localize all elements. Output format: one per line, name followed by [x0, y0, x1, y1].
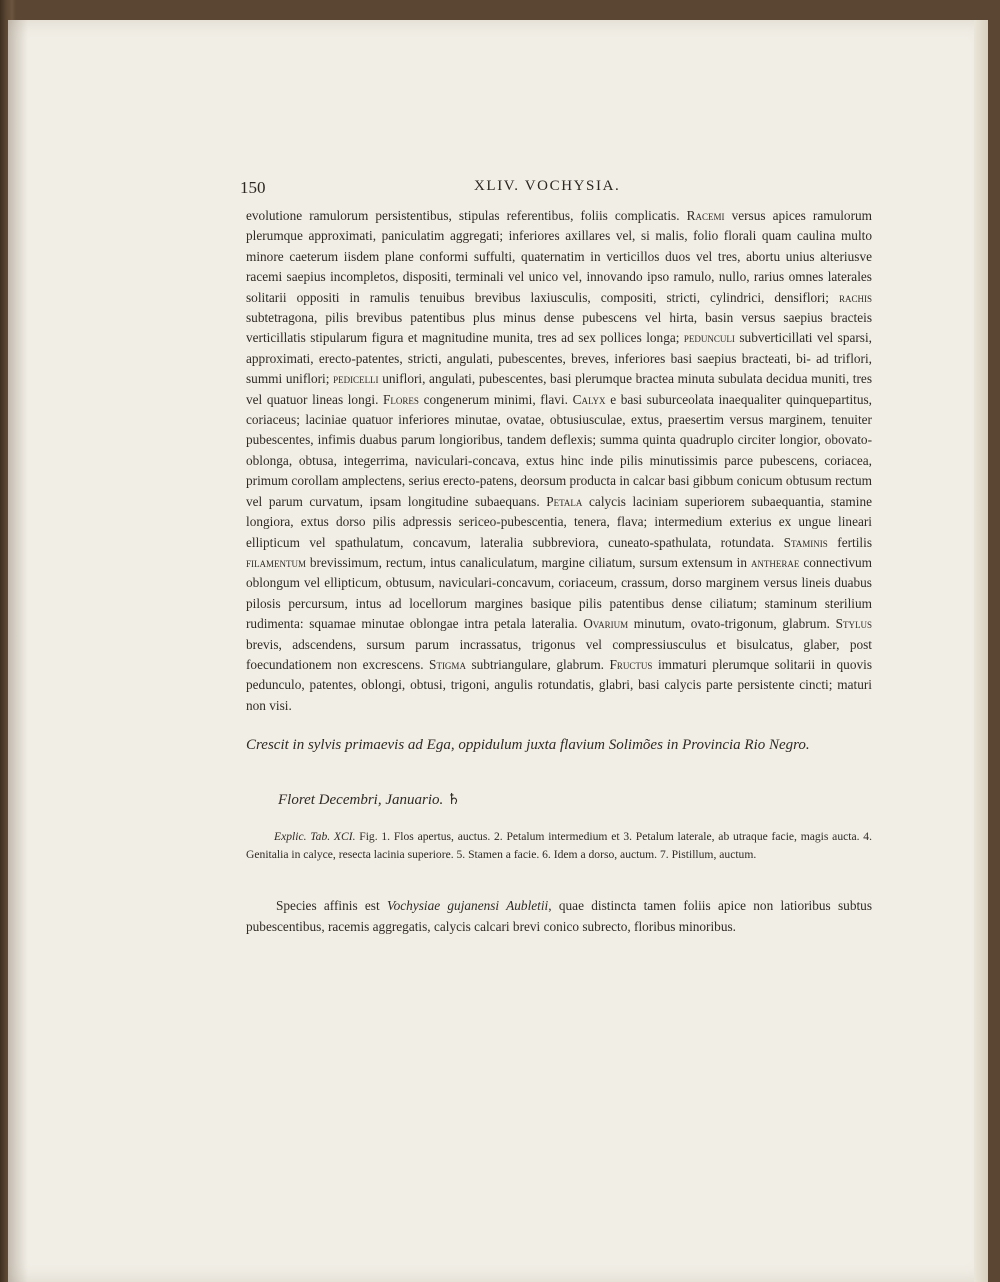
- plate-explanation-label: Explic. Tab. XCI.: [274, 830, 356, 843]
- flowering-text: Floret Decembri, Januario.: [278, 792, 444, 808]
- page-number: 150: [240, 178, 266, 197]
- text-run: Species affinis est: [276, 898, 380, 913]
- term-petala: Petala: [546, 493, 583, 509]
- text-run: fertilis: [837, 534, 872, 550]
- text-run: brevissimum, rectum, intus canaliculatum, margine ciliatum, sursum extensum in: [309, 554, 748, 570]
- locality-paragraph: Crescit in sylvis primaevis ad Ega, oppidulum juxta flavium Solimões in Provincia Rio Negro.: [246, 737, 810, 753]
- text-run: evolutione ramulorum persistentibus, stipulas referentibus, foliis complicatis.: [246, 208, 680, 223]
- description-paragraph: [246, 206, 872, 716]
- text-run: versus apices ramulorum plerumque approximati, paniculatim aggregati; inferiores axillares vel, si malis, folio florali quam caulina multo minore caeterum iisdem plane conformi suffulti, quaternatim in verticillos duos vel tres, abortu unius alteriusve racemi saepius incompletos, dispositi, terminali vel unico vel, innovando ipso ramulo, nullo, rarius omnes laterales solitarii oppositi in ramulis tenuibus brevibus laxiusculis, compositi, stricti, cylindrici, densiflori;: [246, 208, 872, 305]
- text-run: immaturi plerumque solitarii in quovis pedunculo, patentes, oblongi, obtusi, trigoni, angulis rotundatis, glabri, basi calycis parte persistente cincti; maturi non visi.: [246, 656, 873, 713]
- term-flores: Flores: [383, 391, 419, 407]
- plate-explanation-text: [246, 828, 872, 864]
- term-pedunculi: pedunculi: [683, 330, 735, 346]
- species-name: Vochysiae gujanensi Aubletii: [386, 898, 549, 913]
- term-stigma: Stigma: [429, 656, 466, 672]
- text-run: congenerum minimi, flavi.: [423, 391, 568, 407]
- notes-text: [246, 896, 872, 937]
- term-racemi: Racemi: [686, 208, 725, 223]
- term-calyx: Calyx: [572, 391, 606, 407]
- page-header: [240, 178, 870, 202]
- term-staminis: Staminis: [783, 534, 828, 550]
- saturn-symbol-icon: ♄: [447, 790, 461, 808]
- plate-explanation-body: Fig. 1. Flos apertus, auctus. 2. Petalum intermedium et 3. Petalum laterale, ab utraque facie, magis aucta. 4. Genitalia in calyce, resecta lacinia superiore. 5. Stamen a facie. 6. Idem a dorso, auctum. 7. Pistillum, auctum.: [246, 830, 872, 861]
- text-run: subtetragona, pilis brevibus patentibus plus minus dense pubescens vel hirta, basin versus saepius bracteis verticillatis stipularum figura et magnitudine munita, tres ad sex pollices longa;: [246, 310, 872, 346]
- text-run: calycis laciniam superiorem subaequantia, stamine longiora, extus dorso pilis adpressis sericeo-pubescentia, tenera, flava; intermedium exterius ex ungue lineari ellipticum vel spathulatum, concavum, lateralia subbreviora, cuneato-spathulata, rotundata.: [246, 493, 873, 550]
- plate-explanation: [246, 828, 872, 864]
- running-title: XLIV. VOCHYSIA.: [474, 178, 621, 194]
- text-run: connectivum oblongum vel ellipticum, obtusum, naviculari-concavum, coriaceum, crassum, dorso marginem versus lineis duabus pilosis percursum, intus ad locellorum margines basique pilis patentibus dense ciliatum; staminum sterilium rudimenta: squamae minutae oblongae intra petala lateralia.: [246, 554, 873, 632]
- text-run: e basi suburceolata inaequaliter quinquepartitus, coriaceus; laciniae quatuor inferiores minutae, ovatae, obtusiusculae, extus, praesertim versus marginem, tenuiter pubescentes, infimis duabus parum longioribus, tandem deflexis; summa quinta quadruplo circiter longior, obovato-oblonga, obtusa, integerrima, naviculari-concava, extus hinc inde pilis minutissimis parce pubescens, coriacea, primum corollam amplectens, serius erecto-patens, deorsum producta in calcar basi gibbum conicum obtusum rectum vel parum curvatum, ipsam longitudine subaequans.: [246, 391, 872, 509]
- flowering-line: [278, 788, 904, 811]
- text-run: uniflori, angulati, pubescentes, basi plerumque bractea minuta subulata decidua muniti, tres vel quatuor lineas longi.: [246, 371, 872, 407]
- text-run: subverticillati vel sparsi, approximati, erecto-patentes, stricti, angulati, pubescentes, breves, inferiores basi saepius bracteati, bi- ad triflori, summi uniflori;: [246, 330, 872, 387]
- binding-shadow: [8, 20, 28, 1282]
- term-filamentum: filamentum: [246, 554, 306, 570]
- term-stylus: Stylus: [835, 616, 873, 632]
- term-rachis: rachis: [838, 289, 872, 305]
- notes-paragraph: [246, 896, 872, 937]
- text-run: minutum, ovato-trigonum, glabrum.: [633, 616, 830, 632]
- term-pedicelli: pedicelli: [333, 371, 379, 387]
- text-run: subtriangulare, glabrum.: [471, 656, 604, 672]
- term-fructus: Fructus: [609, 656, 653, 672]
- page-edge: [974, 20, 988, 1282]
- text-run: , quae distincta tamen foliis apice non latioribus subtus pubescentibus, racemis aggregatis, calycis calcari brevi conico subrecto, floribus minoribus.: [246, 898, 872, 934]
- text-run: brevis, adscendens, sursum parum incrassatus, trigonus vel compressiusculus et bisulcatus, glaber, post foecundationem non excrescens.: [246, 636, 872, 672]
- term-antherae: antherae: [750, 554, 800, 570]
- term-ovarium: Ovarium: [583, 616, 629, 632]
